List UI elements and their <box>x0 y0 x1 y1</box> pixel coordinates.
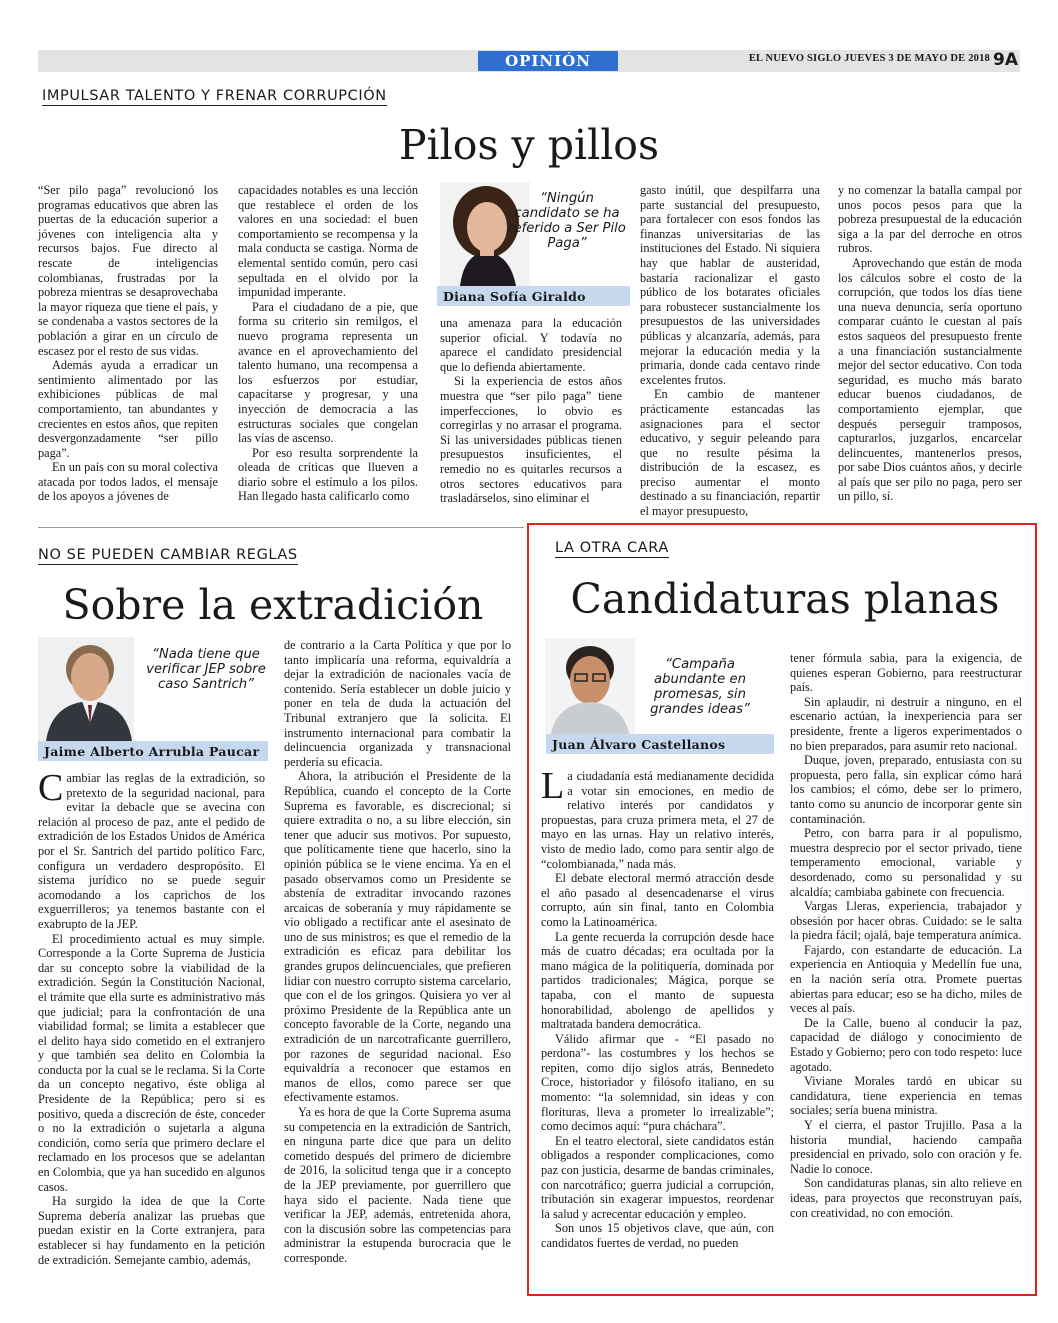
article2-kicker: NO SE PUEDEN CAMBIAR REGLAS <box>38 547 298 563</box>
article2-column-1 <box>38 767 265 1267</box>
section-divider <box>38 527 524 528</box>
paragraph: Ahora, la atribución el Presidente de la República, cuando el concepto de la Corte Suprema es favorable, es discrecional; si quiere extradita o no, a su libre elección, sin tener que aducir sus motivos. Por supuesto, que políticamente tiene que hacerlo, sino la opinión pública se le viene encima. Ya en el pasado observamos como un Presidente se abstenía de extraditar invocando razones arcaicas de soberanía y muy rápidamente se vio obligado a rectificar ante el asesinato de uno de sus ministros; es que el remedio de la extradición es eficaz para debilitar los grandes grupos delincuenciales, que prefieren lidiar con nuestro corrupto sistema carcelario, que con el de los gringos. Quisiera yo ver al próximo Presidente de la República ante un concepto favorable de la Corte, negando una extradición de un narcotraficante guerrillero, por razones de seguridad nacional. Eso equivaldría a reconocer que estamos en manos de ellos, como parece ser que efectivamente estamos. <box>284 769 511 1105</box>
paragraph: Ya es hora de que la Corte Suprema asuma su competencia en la extradición de Santrich, en ninguna parte dice que para un delito cometido después del primero de diciembre de 2016, la solicitud tenga que ir a concepto de la JEP previamente, por guerrillero que haya sido el paciente. Nada tiene que verificar la JEP, además, entretenida ahora, con la discusión sobre las competencias para administrar la estupenda burocracia que le corresponde. <box>284 1105 511 1265</box>
paragraph: Son candidaturas planas, sin alto relieve en ideas, para proyectos que reconstruyan país, con creatividad, no con emoción. <box>790 1176 1022 1220</box>
paragraph: Son unos 15 objetivos clave, que aún, con candidatos fuertes de verdad, no pueden <box>541 1221 774 1250</box>
article2-author: Jaime Alberto Arrubla Paucar <box>38 741 268 761</box>
article1-kicker: IMPULSAR TALENTO Y FRENAR CORRUPCIÓN <box>42 88 387 104</box>
publication-name: EL NUEVO SIGLO <box>748 53 842 64</box>
article1-column-1 <box>38 183 218 504</box>
paragraph: El debate electoral mermó atracción desde el año pasado al desencadenarse el virus corrupto, aún sin final, tanto en Colombia como la Latinoamérica. <box>541 871 774 929</box>
page-header <box>38 50 1020 72</box>
paragraph: Aprovechando que están de moda los cálculos sobre el costo de la corrupción, que todos los días tiene una nueva denuncia, sería oportuno comparar cuánto le cuestan al país estos saqueos del presupuesto frente a una financiación sustancialmente mejor del sector educativo. Con toda seguridad, es mucho más barato educar buenos ciudadanos, de comportamiento ejemplar, que después perseguir tramposos, capturarlos, juzgarlos, encarcelar delincuentes, mantenerlos presos, por sabe Dios cuántos años, y decirle al país que ser pilo no paga, pero ser un pillo, sí. <box>838 255 1022 504</box>
paragraph: “Ser pilo paga” revolucionó los programas educativos que abren las puertas de la educación superior a jóvenes con inteligencia alta y recursos bajos. Fue directo al rescate de inteligencias colombianas, frustradas por la pobreza mientras se desaprovechaba la mayor riqueza que tiene el país, y se condenaba a vastos sectores de la población a girar en un círculo de escasez por el resto de sus vidas. <box>38 183 218 358</box>
paragraph: Por eso resulta sorprendente la oleada de críticas que llueven a diario sobre el estímulo a los pilos. Han llegado hasta calificarlo como <box>238 445 418 504</box>
article2-pull-quote: “Nada tiene que verificar JEP sobre caso Santrich” <box>146 647 266 692</box>
paragraph: La gente recuerda la corrupción desde hace más de cuatro décadas; era ocultada por la mano mágica de la politiquería, dominada por partidos tradicionales; Mágica, porque se tapaba, con el manto de supuesta honorabilidad, abolengo de apellidos y maltratada bandera democrática. <box>541 929 774 1032</box>
paragraph: Duque, joven, preparado, entusiasta con su propuesta, pero falla, sin explicar cómo hará los cambios; el cómo, debe ser lo primero, tanto como su anuncio de incorporar gente sin contaminación. <box>790 753 1022 826</box>
paragraph: de contrario a la Carta Política y que por lo tanto implicaría una reforma, equivaldría a dejar la extradición de nacionales vacía de contenido. Sería establecer un doble juicio y poner en tela de duda la actuación del Tribunal extranjero que la solicita. El instrumento internacional para combatir la delincuencia organizada y transnacional perdería su eficacia. <box>284 638 511 769</box>
paragraph: Viviane Morales tardó en ubicar su candidatura, tiene experiencia en temas sociales; sería buena ministra. <box>790 1074 1022 1118</box>
paragraph: tener fórmula sabia, para la exigencia, de quienes esperan Gobierno, para reestructurar país. <box>790 651 1022 695</box>
paragraph: y no comenzar la batalla campal por unos pocos pesos para que la pobreza presupuestal de la educación siga a la par del derroche en otros rubros. <box>838 183 1022 256</box>
page-number: 9A <box>993 50 1018 70</box>
paragraph: En cambio de mantener prácticamente estancadas las asignaciones para el sector educativo, y seguir peleando para que no resulte pésima la distribución de la escasez, es preciso aumentar el monto destinado a su financiación, repartir el mayor presupuesto, <box>640 387 820 519</box>
issue-date: JUEVES 3 DE MAYO DE 2018 <box>844 53 990 64</box>
paragraph: El procedimiento actual es muy simple. Corresponde a la Corte Suprema de Justicia dar su concepto sobre la viabilidad de la extradición. Según la Constitución Nacional, el trámite que ella surte es administrativo más que judicial; para la confrontación de una viabilidad formal; se limita a establecer que el delito haya sido cometido en el extranjero y que también sea delito en Colombia la conducta por la cual se le reclama. Si la Corte da un concepto negativo, éste obliga al Presidente de la República; pero si es positivo, queda a discreción de éste, conceder o no la extradición o sujetarla a alguna condición, como sería que primero declare el reclamado en los procesos que se adelantan en Colombia, que ya han sucedido en algunos casos. <box>38 931 265 1194</box>
paragraph: Ha surgido la idea de que la Corte Suprema debería analizar las pruebas que puedan existir en la Corte extranjera, para establecer si hay fundamento en la petición de extradición. Semejante cambio, además, <box>38 1194 265 1267</box>
paragraph: La ciudadanía está medianamente decidida a votar sin emociones, en medio de relativo interés por candidatos y propuestas, para cruza primera meta, el 27 de mayo en las urnas. Hay un relativo interés, visto de medio lado, como para sentir algo de “colombianada,” nada más. <box>541 765 774 871</box>
paragraph: De la Calle, bueno al conducir la paz, capacidad de diálogo y conocimiento de Estado y Gobierno; pero con todo respeto: luce agotado. <box>790 1015 1022 1074</box>
article1-author: Diana Sofía Giraldo <box>437 286 630 306</box>
author-photo-juan <box>545 638 635 734</box>
article3-column-1 <box>541 765 774 1251</box>
article2-title: Sobre la extradición <box>62 581 484 629</box>
author-photo-jaime <box>38 637 134 741</box>
article1-column-4 <box>640 183 820 519</box>
article3-kicker: LA OTRA CARA <box>555 540 669 556</box>
article2-column-2 <box>284 638 511 1266</box>
paragraph: Si la experiencia de estos años muestra que “ser pilo paga” tiene imperfecciones, lo obvio es corregirlas y no arrasar el programa. Si las universidades públicas tienen presupuestos insuficientes, el remedio no es quitarles recursos a otros sectores educativos para trasladárselos, sino eliminar el <box>440 374 622 506</box>
paragraph: una amenaza para la educación superior oficial. Y todavía no aparece el candidato presidencial que lo defienda abiertamente. <box>440 316 622 374</box>
article1-title: Pilos y pillos <box>398 121 660 169</box>
drop-cap: C <box>38 767 64 809</box>
paragraph: Para el ciudadano de a pie, que forma su criterio sin remilgos, el nuevo programa representa un avance en el aprovechamiento del talento humano, una recompensa a los esfuerzos por estudiar, capacitarse y progresar, y una inyección de democracia a las estructuras sociales que congelan las vías de ascenso. <box>238 299 418 446</box>
paragraph: En un país con su moral colectiva atacada por todos lados, el mensaje de los apoyos a jóvenes de <box>38 460 218 504</box>
paragraph: capacidades notables es una lección que restablece el orden de los valores en una sociedad: el buen comportamiento se recompensa y la mala conducta se castiga. Norma de elemental sentido común, pero casi sepultada en el olvido por la impunidad imperante. <box>238 183 418 300</box>
article3-pull-quote: “Campaña abundante en promesas, sin grandes ideas” <box>650 657 750 717</box>
paragraph: gasto inútil, que despilfarra una parte sustancial del presupuesto, para fortalecer con esos fondos las finanzas universitarias de las instituciones del Estado. Ni siquiera hay que hablar de austeridad, bastaría racionalizar el gasto público de los botarates oficiales para robustecer sustancialmente los presupuestos de las universidades públicas y alcanzaría, además, para mejorar la educación media y la primaria, donde cada centavo rinde excelentes frutos. <box>640 183 820 387</box>
paragraph: Sin aplaudir, ni destruir a ninguno, en el escenario actúan, la inexperiencia para ser presidente, frente a ligeros experimentados o no bien preparados, para asumir reto nacional. <box>790 694 1022 753</box>
paragraph: Cambiar las reglas de la extradición, so pretexto de la seguridad nacional, para evitar la debacle que se avecina con relación al proceso de paz, ante el pedido de extradición de los Estados Unidos de América por el Sr. Santrich del partido político Farc, configura un verdadero despropósito. El sistema jurídico no se puede seguir acomodando a los caprichos de los exguerrilleros; ya tenemos bastante con el exabrupto de la JEP. <box>38 767 265 931</box>
paragraph: Petro, con barra para ir al populismo, muestra desprecio por el sector privado, tiene temperamento emocional, variable y desordenado, como su personalidad y su alcaldía; cambiaba gabinete con frecuencia. <box>790 826 1022 899</box>
paragraph: Válido afirmar que - “El pasado no perdona”- las costumbres y los hechos se repiten, como dijo siglos atrás, Bennedeto Croce, historiador y filósofo italiano, en su momento: “la solemnidad, sin ideas y con florituras, lleva a prometer lo irrealizable”; como decimos aquí: “pura cháchara”. <box>541 1031 774 1134</box>
paragraph: En el teatro electoral, siete candidatos están obligados a responder complicaciones, como paz con justicia, desarme de bandas criminales, con narcotráfico; guerra judicial a corrupción, tributación sin exagerar impuestos, reordenar la salud y acrecentar educación y empleo. <box>541 1133 774 1221</box>
section-label: OPINIÓN <box>478 51 618 71</box>
paragraph: Además ayuda a erradicar un sentimiento alimentado por las exhibiciones públicas de mal comportamiento, tan abundantes y crecientes en estos años, que repiten desvergonzadamente “ser pillo paga”. <box>38 358 218 460</box>
article1-pull-quote: “Ningún candidato se ha referido a Ser Pilo Paga” <box>508 191 626 251</box>
article3-column-2 <box>790 651 1022 1220</box>
article3-author: Juan Álvaro Castellanos <box>546 734 774 754</box>
drop-cap: L <box>541 765 565 807</box>
article3-title: Candidaturas planas <box>570 575 1000 623</box>
paragraph: Vargas Lleras, experiencia, trabajador y obsesión por hacer obras. Cuidado: se le salta la piedra fácil; ojalá, baje temperatura anímica. <box>790 899 1022 943</box>
paragraph: Y el cierra, el pastor Trujillo. Pasa a la historia mundial, haciendo campaña presidencial en privado, solo con oración y fe. Nadie lo conoce. <box>790 1118 1022 1176</box>
publication-date-line <box>749 53 990 64</box>
paragraph: Fajardo, con estandarte de educación. La experiencia en Antioquia y Medellín fue una, en la nación sería otra. Promete puertas abiertas para educar; eso se ha dicho, miles de veces al país. <box>790 942 1022 1016</box>
article1-column-5 <box>838 183 1022 504</box>
article1-column-2 <box>238 183 418 504</box>
article1-column-3 <box>440 316 622 506</box>
